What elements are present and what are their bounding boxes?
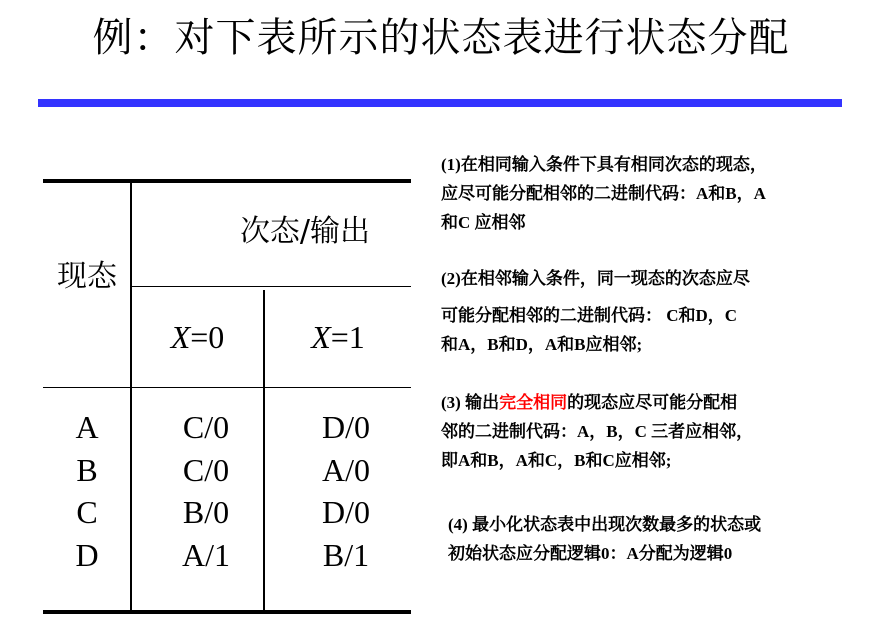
next-state-output-cell: D/0	[322, 409, 370, 445]
rule-2-line: 和A，B和D，A和B应相邻;	[441, 335, 643, 354]
rule-2	[441, 264, 881, 359]
rule-4	[448, 510, 882, 568]
next-state-output-header: 次态/输出	[239, 214, 371, 249]
slide-title: 例：对下表所示的状态表进行状态分配	[92, 15, 790, 61]
input-variable: X	[170, 319, 191, 355]
table-top-rule	[43, 179, 411, 183]
rule-1	[441, 150, 881, 237]
rule-4-line: (4) 最小化状态表中出现次数最多的状态或	[448, 515, 762, 534]
rule-3-line	[441, 388, 881, 417]
rule-3-highlight: 完全相同	[499, 393, 568, 412]
rule-3	[441, 388, 881, 475]
next-state-output-cell: B/1	[322, 536, 370, 573]
rule-1-line: (1)在相同输入条件下具有相同次态的现态，	[441, 155, 767, 174]
next-state-x1-column	[272, 406, 420, 576]
rule-2-line: 可能分配相邻的二进制代码： C和D，C	[441, 306, 738, 325]
rule-4-line: 初始状态应分配逻辑0：A分配为逻辑0	[448, 544, 733, 563]
input-value: =0	[190, 319, 225, 355]
present-state-cell: A	[75, 409, 99, 445]
next-state-output-cell: C/0	[182, 409, 230, 445]
next-state-x0-column	[132, 406, 280, 576]
next-state-output-cell: D/0	[322, 494, 370, 530]
rule-1-line: 和C 应相邻	[441, 213, 526, 232]
rule-2-line: (2)在相邻输入条件，同一现态的次态应尽	[441, 269, 750, 288]
rule-3-prefix: (3) 输出	[441, 393, 500, 412]
input-variable: X	[311, 319, 331, 355]
table-subheader-rule	[131, 286, 411, 287]
table-bottom-rule	[43, 610, 411, 614]
present-state-cell: C	[76, 494, 98, 530]
input-x1-header	[265, 316, 411, 358]
present-state-header: 现态	[57, 259, 117, 294]
next-state-output-cell: B/0	[182, 494, 230, 530]
next-state-output-cell: C/0	[182, 451, 230, 488]
input-x0-header	[132, 316, 263, 358]
next-state-output-cell: A/1	[182, 536, 230, 573]
rule-3-line: 即A和B，A和C，B和C应相邻;	[441, 451, 672, 470]
input-value: =1	[330, 319, 365, 355]
table-header-rule	[43, 387, 411, 388]
rule-3-line: 邻的二进制代码：A，B，C 三者应相邻，	[441, 422, 754, 441]
present-state-column	[43, 406, 131, 576]
state-table	[0, 0, 420, 625]
present-state-cell: B	[76, 451, 98, 488]
rule-1-line: 应尽可能分配相邻的二进制代码：A和B，A	[441, 184, 766, 203]
rule-3-suffix: 的现态应尽可能分配相	[567, 393, 738, 412]
next-state-output-cell: A/0	[322, 451, 370, 488]
present-state-cell: D	[75, 536, 99, 573]
